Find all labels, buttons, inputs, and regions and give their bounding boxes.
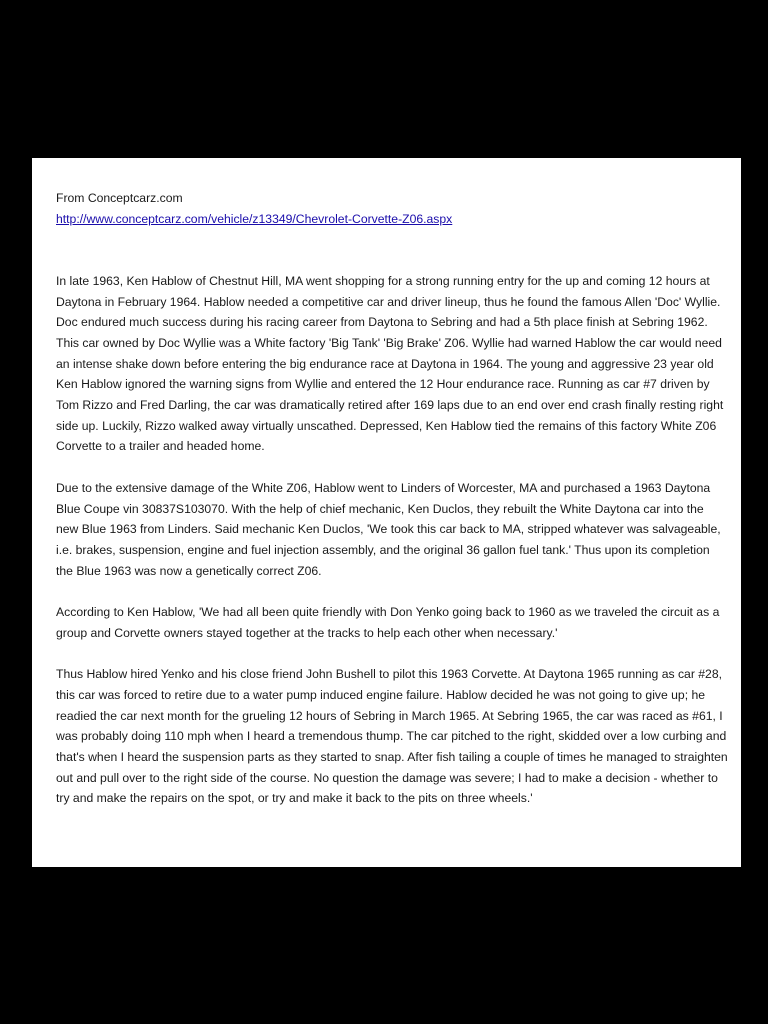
paragraph-3: According to Ken Hablow, 'We had all been quite friendly with Don Yenko going back to 1960 as we traveled the circuit as a group and Corvette owners stayed together at the tracks to help each other when necessary.' (56, 605, 720, 640)
source-url-link[interactable]: http://www.conceptcarz.com/vehicle/z13349/Chevrolet-Corvette-Z06.aspx (56, 211, 453, 226)
paragraph-4: Thus Hablow hired Yenko and his close friend John Bushell to pilot this 1963 Corvette. At Daytona 1965 running as car #28, this car was forced to retire due to a water pump induced engine failure. Hablow decided he was not going to give up; he readied the car next month for the grueling 12 hours of Sebring in March 1965. At Sebring 1965, the car was raced as #61, I was probably doing 110 mph when I heard a tremendous thump. The car pitched to the right, skidded over a low curbing and that's when I heard the suspension parts as they started to snap. After fish tailing a couple of times he managed to straighten out and pull over to the right side of the course. No question the damage was severe; I had to make a decision - whether to try and make the repairs on the spot, or try and make it back to the pits on three wheels.' (56, 667, 728, 806)
paragraph-2: Due to the extensive damage of the White Z06, Hablow went to Linders of Worcester, MA and purchased a 1963 Daytona Blue Coupe vin 30837S103070. With the help of chief mechanic, Ken Duclos, they rebuilt the White Daytona car into the new Blue 1963 from Linders. Said mechanic Ken Duclos, 'We took this car back to MA, stripped whatever was salvageable, i.e. brakes, suspension, engine and fuel injection assembly, and the original 36 gallon fuel tank.' Thus upon its completion the Blue 1963 was now a genetically correct Z06. (56, 480, 721, 578)
document-page (32, 158, 741, 867)
source-label: From Conceptcarz.com (56, 191, 183, 205)
paragraph-1: In late 1963, Ken Hablow of Chestnut Hill, MA went shopping for a strong running entry for the up and coming 12 hours at Daytona in February 1964. Hablow needed a competitive car and driver lineup, thus he found the famous Allen 'Doc' Wyllie. Doc endured much success during his racing career from Daytona to Sebring and had a 5th place finish at Sebring 1962. This car owned by Doc Wyllie was a White factory 'Big Tank' 'Big Brake' Z06. Wyllie had warned Hablow the car would need an intense shake down before entering the big endurance race at Daytona in 1964. The young and aggressive 23 year old Ken Hablow ignored the warning signs from Wyllie and entered the 12 Hour endurance race. Running as car #7 driven by Tom Rizzo and Fred Darling, the car was dramatically retired after 169 laps due to an end over end crash finally resting right side up. Luckily, Rizzo walked away virtually unscathed. Depressed, Ken Hablow tied the remains of this factory White Z06 Corvette to a trailer and headed home. (56, 273, 724, 454)
